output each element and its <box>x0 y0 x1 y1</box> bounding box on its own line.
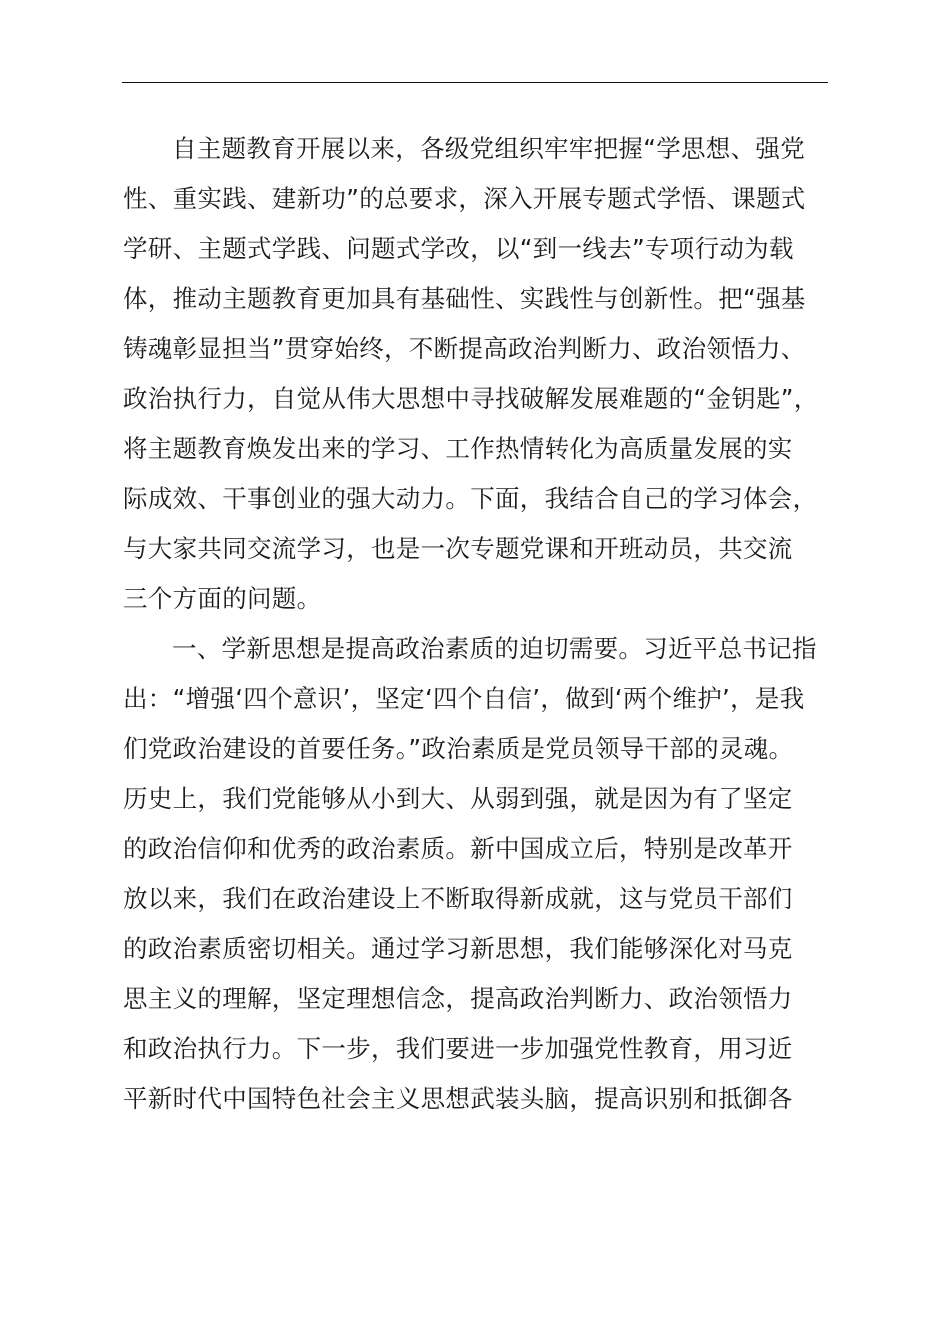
text-line: 放以来，我们在政治建设上不断取得新成就，这与党员干部们 <box>123 884 793 913</box>
paragraph-intro <box>123 124 835 624</box>
text-line: 出：“增强‘四个意识’，坚定‘四个自信’，做到‘两个维护’，是我 <box>123 684 805 713</box>
paragraph-section-one <box>123 624 835 1124</box>
text-line: 性、重实践、建新功”的总要求，深入开展专题式学悟、课题式 <box>123 184 806 213</box>
text-line: 们党政治建设的首要任务。”政治素质是党员领导干部的灵魂。 <box>123 734 794 763</box>
text-line: 的政治素质密切相关。通过学习新思想，我们能够深化对马克 <box>123 934 793 963</box>
text-line: 的政治信仰和优秀的政治素质。新中国成立后，特别是改革开 <box>123 834 793 863</box>
header-rule <box>122 82 828 83</box>
text-line: 一、学新思想是提高政治素质的迫切需要。习近平总书记指 <box>172 634 817 663</box>
text-line: 际成效、干事创业的强大动力。下面，我结合自己的学习体会， <box>123 484 818 513</box>
text-line: 自主题教育开展以来，各级党组织牢牢把握“学思想、强党 <box>172 134 805 163</box>
text-line: 政治执行力，自觉从伟大思想中寻找破解发展难题的“金钥匙”， <box>123 384 819 413</box>
text-line: 历史上，我们党能够从小到大、从弱到强，就是因为有了坚定 <box>123 784 793 813</box>
text-line: 将主题教育焕发出来的学习、工作热情转化为高质量发展的实 <box>123 434 793 463</box>
text-line: 与大家共同交流学习，也是一次专题党课和开班动员，共交流 <box>123 534 793 563</box>
text-line: 和政治执行力。下一步，我们要进一步加强党性教育，用习近 <box>123 1034 793 1063</box>
document-body <box>123 124 835 1124</box>
text-line: 平新时代中国特色社会主义思想武装头脑，提高识别和抵御各 <box>123 1084 793 1113</box>
text-line: 学研、主题式学践、问题式学改，以“到一线去”专项行动为载 <box>123 234 794 263</box>
text-line: 体，推动主题教育更加具有基础性、实践性与创新性。把“强基 <box>123 284 806 313</box>
text-line: 思主义的理解，坚定理想信念，提高政治判断力、政治领悟力 <box>123 984 793 1013</box>
text-line: 三个方面的问题。 <box>123 584 322 613</box>
text-line: 铸魂彰显担当”贯穿始终，不断提高政治判断力、政治领悟力、 <box>123 334 806 363</box>
